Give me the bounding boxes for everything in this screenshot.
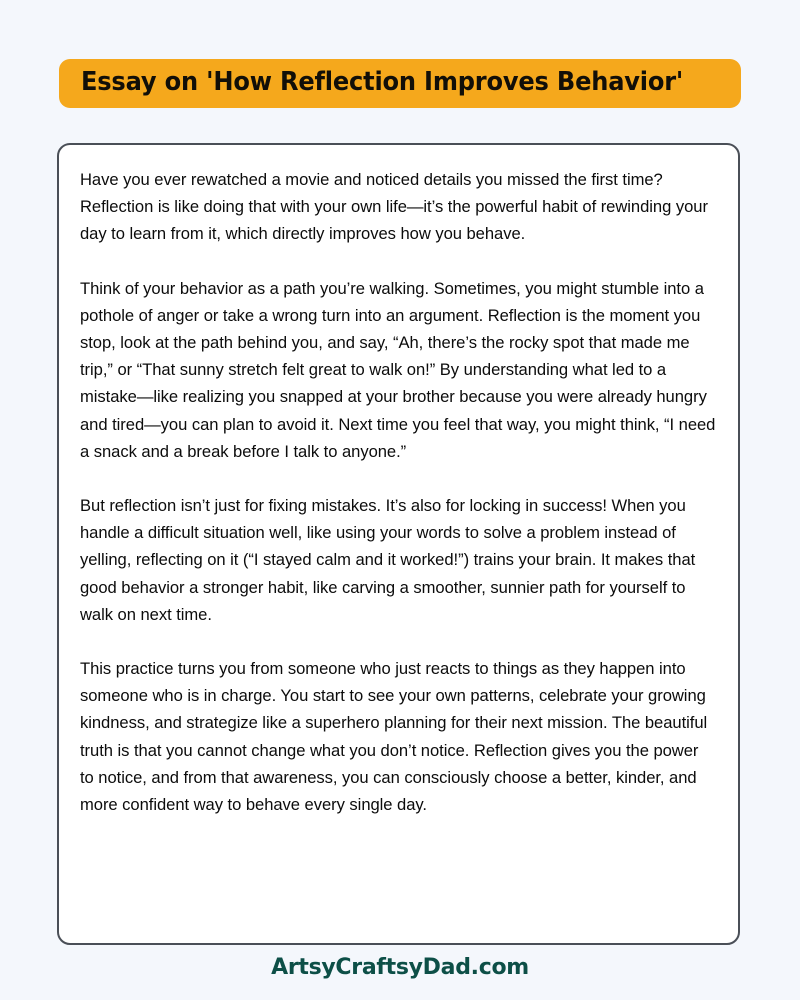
title-badge: [59, 59, 740, 108]
essay-paragraph: Think of your behavior as a path you’re walking. Sometimes, you might stumble into a pothole of anger or take a wrong turn into an argument. Reflection is the moment you stop, look at the path behind you, and say, “Ah, there’s the rocky spot that made me trip,” or “That sunny stretch felt great to walk on!” By understanding what led to a mistake—like realizing you snapped at your brother because you were already hungry and tired—you can plan to avoid it. Next time you feel that way, you might think, “I need a snack and a break before I talk to anyone.”: [80, 278, 716, 461]
essay-body: [80, 166, 716, 818]
essay-paragraph: Have you ever rewatched a movie and noticed details you missed the first time? Reflection is like doing that with your own life—it’s the powerful habit of rewinding your day to learn from it, which directly improves how you behave.: [80, 170, 708, 244]
page-title-container: [0, 59, 800, 108]
site-brand-watermark: ArtsyCraftsyDad.com: [271, 955, 529, 980]
essay-paragraph: But reflection isn’t just for fixing mistakes. It’s also for locking in success! When you handle a difficult situation well, like using your words to solve a problem instead of yelling, reflecting on it (“I stayed calm and it worked!”) trains your brain. It makes that good behavior a stronger habit, like carving a smoother, sunnier path for yourself to walk on next time.: [80, 496, 696, 624]
footer-container: [0, 955, 800, 980]
essay-paragraph: This practice turns you from someone who just reacts to things as they happen into someone who is in charge. You start to see your own patterns, celebrate your growing kindness, and strategize like a superhero planning for their next mission. The beautiful truth is that you cannot change what you don’t notice. Reflection gives you the power to notice, and from that awareness, you can consciously choose a better, kinder, and more confident way to behave every single day.: [80, 659, 708, 815]
essay-card: [57, 143, 740, 945]
page-title: Essay on 'How Reflection Improves Behavior': [81, 67, 684, 97]
